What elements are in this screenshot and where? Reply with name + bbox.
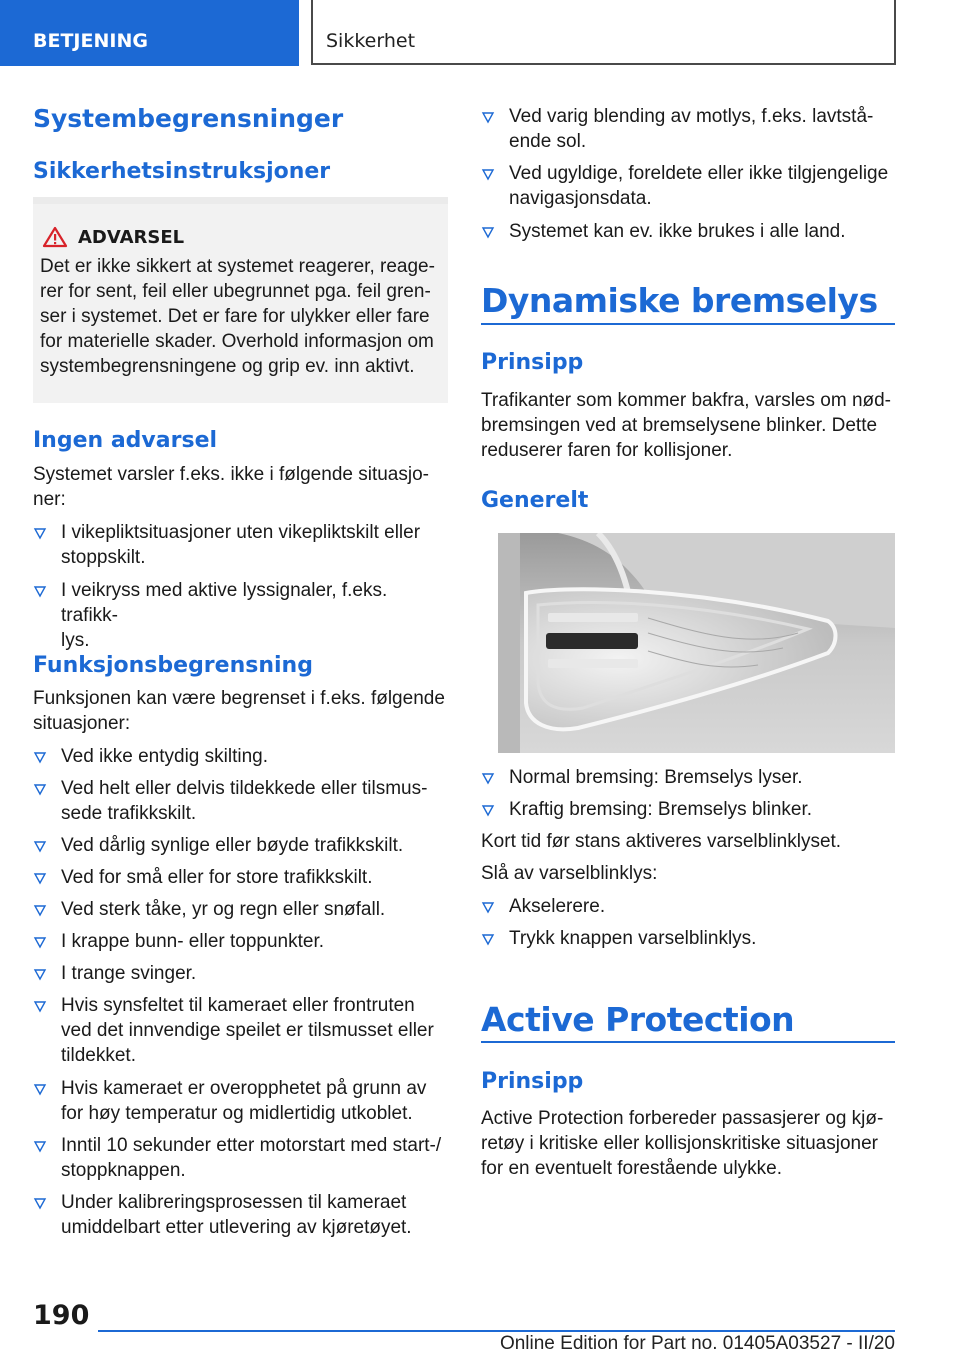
bullet-triangle-icon [481, 798, 495, 820]
list-item: Ved dårlig synlige eller bøyde trafikkskilt. [33, 833, 448, 858]
bullet-triangle-icon [481, 105, 495, 127]
list-item: Hvis kameraet er overopphetet på grunn av for høy temperatur og midlertidig utkoblet. [33, 1076, 448, 1126]
heading-principle: Prinsipp [481, 350, 584, 375]
footer-rule [98, 1330, 895, 1332]
note-warning-flasher: Kort tid før stans aktiveres varselblinklyset. [481, 831, 842, 852]
list-item: Hvis synsfeltet til kameraet eller frontruten ved det innvendige speilet er tilsmusset eller tildekket. [33, 993, 448, 1068]
list-item: I trange svinger. [33, 961, 448, 986]
bullet-triangle-icon [481, 162, 495, 184]
list-item: Ved sterk tåke, yr og regn eller snøfall. [33, 897, 448, 922]
edition-label: Online Edition for Part no. 01405A03527 - II/20 [499, 1333, 895, 1354]
bullet-triangle-icon [33, 834, 47, 856]
list-item: I vikepliktsituasjoner uten vikepliktskilt eller stoppskilt. [33, 520, 448, 570]
bullet-triangle-icon [481, 220, 495, 242]
bullet-triangle-icon [33, 962, 47, 984]
bullet-triangle-icon [33, 1191, 47, 1213]
principle-text: Trafikanter som kommer bakfra, varsles om nød- bremsingen ved at bremselysene blinker. Dette reduserer faren for kollisjoner. [481, 390, 892, 461]
warning-text: Det er ikke sikkert at systemet reagerer, reage- rer for sent, feil eller ubegrunnet pga. feil gren- ser i systemet. Det er fare for ulykker eller fare for materielle skader. Overhold informasjon om systembegrensningene og grip ev. inn aktivt. [40, 256, 435, 377]
warning-triangle-icon [42, 226, 68, 248]
list-item: I veikryss med aktive lyssignaler, f.eks. trafikk- lys. [33, 578, 448, 653]
note-turn-off: Slå av varselblinklys: [481, 863, 658, 884]
heading-principle-ap: Prinsipp [481, 1069, 584, 1094]
topic-label: Sikkerhet [326, 30, 416, 52]
active-protection-text: Active Protection forbereder passasjerer og kjø- retøy i kritiske eller kollisjonskritiske situasjoner for en eventuelt forestående ulykke. [481, 1108, 884, 1179]
list-item: Akselerere. [481, 894, 895, 919]
page-number: 190 [33, 1300, 90, 1331]
bullet-triangle-icon [33, 579, 47, 601]
heading-function-limits: Funksjonsbegrensning [33, 653, 313, 678]
no-warning-intro: Systemet varsler f.eks. ikke i følgende situasjo- ner: [33, 464, 429, 510]
list-item: Ved ikke entydig skilting. [33, 744, 448, 769]
bullet-triangle-icon [33, 1077, 47, 1099]
bullet-triangle-icon [33, 1134, 47, 1156]
tail-light-illustration [498, 533, 895, 753]
list-item: Systemet kan ev. ikke brukes i alle land. [481, 219, 895, 244]
limits-intro: Funksjonen kan være begrenset i f.eks. følgende situasjoner: [33, 688, 445, 734]
bullet-triangle-icon [33, 866, 47, 888]
title-rule [481, 323, 895, 325]
list-item: Ved ugyldige, foreldete eller ikke tilgjengelige navigasjonsdata. [481, 161, 895, 211]
bullet-triangle-icon [33, 777, 47, 799]
bullet-triangle-icon [33, 898, 47, 920]
bullet-triangle-icon [33, 930, 47, 952]
list-item: Ved helt eller delvis tildekkede eller tilsmus- sede trafikkskilt. [33, 776, 448, 826]
section-title-brake-lights: Dynamiske bremselys [481, 281, 878, 320]
bullet-triangle-icon [481, 766, 495, 788]
page-title: Systembegrensninger [33, 104, 344, 133]
section-tab [0, 0, 299, 66]
list-item: Kraftig bremsing: Bremselys blinker. [481, 797, 895, 822]
list-item: Normal bremsing: Bremselys lyser. [481, 765, 895, 790]
list-item: I krappe bunn- eller toppunkter. [33, 929, 448, 954]
list-item: Ved for små eller for store trafikkskilt. [33, 865, 448, 890]
heading-general: Generelt [481, 488, 589, 513]
bullet-triangle-icon [33, 994, 47, 1016]
list-item: Ved varig blending av motlys, f.eks. lavtstå- ende sol. [481, 104, 895, 154]
bullet-triangle-icon [481, 927, 495, 949]
list-item: Inntil 10 sekunder etter motorstart med start-/ stoppknappen. [33, 1133, 448, 1183]
section-title-active-protection: Active Protection [481, 1000, 795, 1039]
topic-tab [311, 0, 896, 65]
section-subtitle: Sikkerhetsinstruksjoner [33, 159, 331, 184]
list-item: Trykk knappen varselblinklys. [481, 926, 895, 951]
bullet-triangle-icon [33, 745, 47, 767]
section-label: BETJENING [33, 30, 148, 52]
list-item: Under kalibreringsprosessen til kameraet umiddelbart etter utlevering av kjøretøyet. [33, 1190, 448, 1240]
bullet-triangle-icon [33, 521, 47, 543]
warning-label: ADVARSEL [78, 226, 185, 248]
title-rule [481, 1041, 895, 1043]
heading-no-warning: Ingen advarsel [33, 428, 218, 453]
warning-box [33, 197, 448, 403]
bullet-triangle-icon [481, 895, 495, 917]
